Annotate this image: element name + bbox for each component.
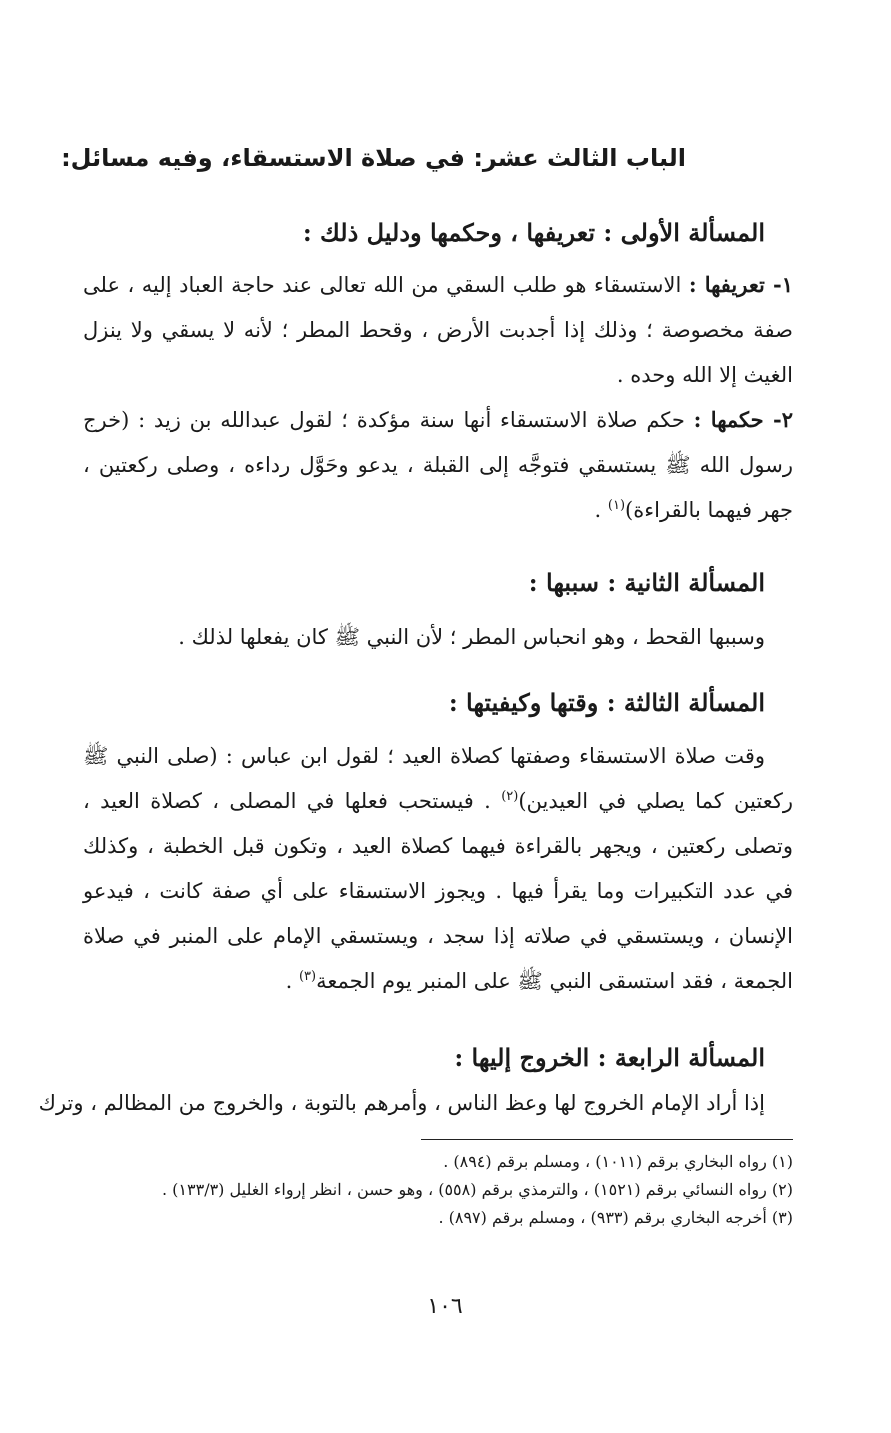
section2-text: وسببها القحط ، وهو انحباس المطر ؛ لأن النبي ﷺ كان يفعلها لذلك . [178, 625, 765, 649]
section4-body [38, 1081, 793, 1126]
footnote-1: (١) رواه البخاري برقم (١٠١١) ، ومسلم برقم (٨٩٤) . [443, 1152, 793, 1171]
section4-text: إذا أراد الإمام الخروج لها وعظ الناس ، وأمرهم بالتوبة ، والخروج من المظالم ، وترك [38, 1091, 765, 1115]
section1-heading: المسألة الأولى : تعريفها ، وحكمها ودليل ذلك : [302, 218, 765, 247]
section3-text-end: . [285, 969, 299, 993]
footnote-ref-2: (٢) [501, 789, 519, 804]
footnotes [93, 1148, 793, 1232]
section3-text-b: . فيستحب فعلها في المصلى ، كصلاة العيد ، وتصلى ركعتين ، ويجهر بالقراءة فيهما كصلاة العيد ، وتكون قبل الخطبة ، وكذلك في عدد التكبيرات وما يقرأ فيها . ويجوز الاستسقاء على أي صفة كانت ، فيدعو الإنسان ، ويستسقي في صلاته إذا سجد ، ويستسقي الإمام على المنبر في صلاة الجمعة ، فقد استسقى النبي ﷺ على المنبر يوم الجمعة [83, 789, 793, 993]
section3-text-a: وقت صلاة الاستسقاء وصفتها كصلاة العيد ؛ لقول ابن عباس : (صلى النبي ﷺ ركعتين كما يصلي في العيدين) [83, 744, 793, 813]
chapter-title: الباب الثالث عشر: في صلاة الاستسقاء، وفيه مسائل: [61, 144, 686, 172]
item1-text: الاستسقاء هو طلب السقي من الله تعالى عند حاجة العباد إليه ، على صفة مخصوصة ؛ وذلك إذا أجدبت الأرض ، وقحط المطر ؛ لأنه لا يسقي ولا ينزل الغيث إلا الله وحده . [83, 273, 793, 387]
item2-text: حكم صلاة الاستسقاء أنها سنة مؤكدة ؛ لقول عبدالله بن زيد : (خرج رسول الله ﷺ يستسقي فتوجَّه إلى القبلة ، يدعو وحَوَّل رداءه ، وصلى ركعتين ، جهر فيهما بالقراءة) [83, 408, 793, 522]
footnote-2: (٢) رواه النسائي برقم (١٥٢١) ، والترمذي برقم (٥٥٨) ، وهو حسن ، انظر إرواء الغليل (١٣٣/٣) . [161, 1180, 793, 1199]
page-number: ١٠٦ [427, 1294, 463, 1319]
item2-lead: ٢- حكمها : [693, 407, 793, 432]
section2-heading: المسألة الثانية : سببها : [528, 568, 765, 597]
item2-end: . [594, 498, 608, 522]
footnote-3: (٣) أخرجه البخاري برقم (٩٣٣) ، ومسلم برقم (٨٩٧) . [438, 1208, 793, 1227]
item1-lead: ١- تعريفها : [688, 272, 793, 297]
section1-item2 [83, 397, 793, 533]
section3-body [83, 734, 793, 1004]
section1-item1 [83, 262, 793, 398]
section2-body [83, 615, 793, 660]
section3-heading: المسألة الثالثة : وقتها وكيفيتها : [448, 688, 765, 717]
footnote-divider [421, 1139, 793, 1140]
section4-heading: المسألة الرابعة : الخروج إليها : [454, 1043, 765, 1072]
footnote-ref-3: (٣) [298, 969, 317, 984]
footnote-ref-1: (١) [607, 498, 626, 513]
